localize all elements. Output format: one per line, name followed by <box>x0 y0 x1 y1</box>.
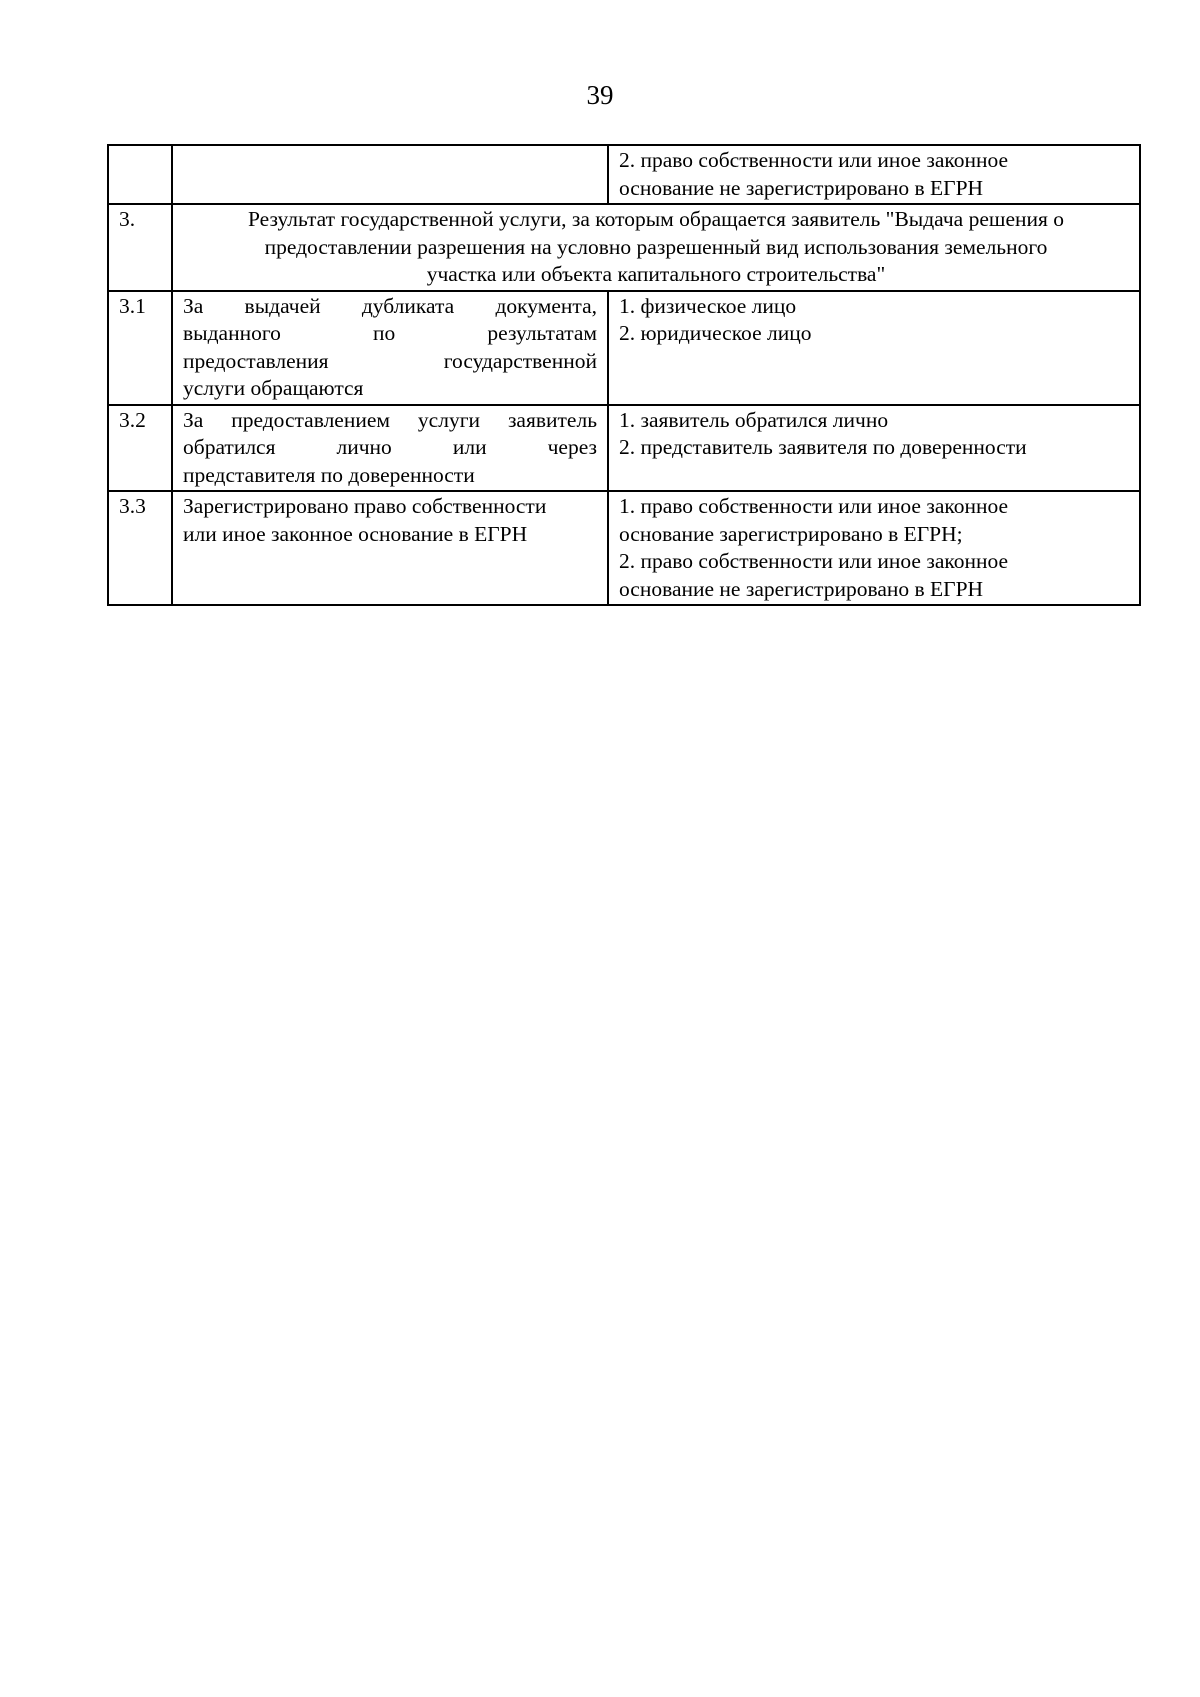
condition-cell <box>172 405 608 492</box>
condition-cell <box>172 291 608 405</box>
condition-line: услуги обращаются <box>183 376 364 400</box>
condition-line: За предоставлением услуги заявитель <box>183 407 597 432</box>
section-number-cell: 3. <box>108 204 172 291</box>
option-line: 1. заявитель обратился лично <box>619 407 889 432</box>
option-line: 2. представитель заявителя по доверенности <box>619 435 1027 459</box>
service-conditions-table <box>107 144 1141 606</box>
option-line: 2. право собственности или иное законное <box>619 148 1009 172</box>
section-title-line: участка или объекта капитального строительства" <box>426 262 886 286</box>
options-cell <box>608 291 1140 405</box>
condition-line: За выдачей дубликата документа, <box>183 293 597 318</box>
options-cell <box>608 491 1140 605</box>
condition-line: Зарегистрировано право собственности <box>183 494 547 518</box>
condition-line: представителя по доверенности <box>183 462 475 487</box>
row-number-cell: 3.1 <box>108 291 172 405</box>
condition-line: выданного по результатам <box>183 321 597 345</box>
section-title-line: предоставлении разрешения на условно разрешенный вид использования земельного <box>264 234 1048 259</box>
option-line: 1. физическое лицо <box>619 293 797 318</box>
table-row <box>108 145 1140 204</box>
options-cell <box>608 405 1140 492</box>
condition-cell <box>172 491 608 605</box>
condition-cell <box>172 145 608 204</box>
option-line: основание зарегистрировано в ЕГРН; <box>619 521 963 546</box>
option-line: основание не зарегистрировано в ЕГРН <box>619 175 984 200</box>
row-number-cell <box>108 145 172 204</box>
table-row <box>108 291 1140 405</box>
condition-line: предоставления государственной <box>183 348 597 373</box>
section-title-line: Результат государственной услуги, за которым обращается заявитель "Выдача решения о <box>247 207 1065 231</box>
section-title-cell <box>172 204 1140 291</box>
options-cell <box>608 145 1140 204</box>
table-row <box>108 491 1140 605</box>
page-number: 39 <box>586 80 614 110</box>
option-line: 2. юридическое лицо <box>619 321 812 345</box>
table-row <box>108 405 1140 492</box>
section-row <box>108 204 1140 291</box>
condition-line: обратился лично или через <box>183 435 597 459</box>
option-line: основание не зарегистрировано в ЕГРН <box>619 576 984 601</box>
row-number-cell: 3.2 <box>108 405 172 492</box>
option-line: 1. право собственности или иное законное <box>619 494 1009 518</box>
condition-line: или иное законное основание в ЕГРН <box>183 521 528 546</box>
row-number-cell: 3.3 <box>108 491 172 605</box>
option-line: 2. право собственности или иное законное <box>619 549 1009 573</box>
